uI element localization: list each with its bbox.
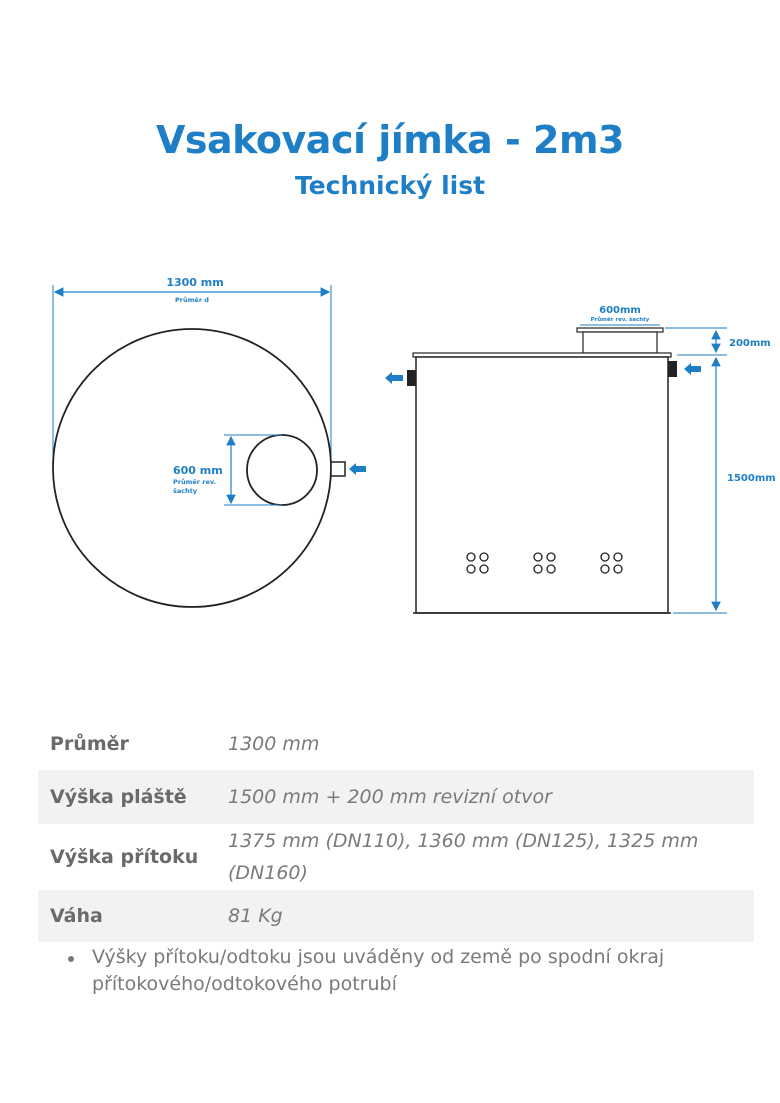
footnote	[64, 944, 744, 998]
shaft-caption-2: šachty	[173, 487, 198, 495]
outlet-arrow-icon	[385, 372, 403, 384]
top-view	[53, 276, 366, 607]
side-inlet-arrow-icon	[684, 363, 701, 375]
diameter-caption: Průměr d	[175, 296, 209, 304]
shaft-caption-1: Průměr rev.	[173, 478, 217, 486]
side-shaft-caption: Průměr rev. šachty	[590, 317, 650, 323]
shaft-height-label: 200mm	[729, 338, 771, 349]
shaft-collar-body	[583, 332, 657, 353]
spec-value: 81 Kg	[228, 905, 283, 927]
spec-label: Váha	[50, 905, 103, 927]
spec-label: Výška přítoku	[50, 846, 199, 868]
tank-body	[416, 357, 668, 613]
spec-row-weight	[38, 890, 754, 942]
body-height-label: 1500mm	[727, 473, 776, 484]
side-shaft-label: 600mm	[599, 305, 641, 316]
shaft-circle	[247, 435, 317, 505]
bullet-icon	[68, 956, 74, 962]
spec-value: 1300 mm	[228, 733, 320, 755]
spec-value: 1375 mm (DN110), 1360 mm (DN125), 1325 mm (DN160)	[228, 830, 699, 884]
inlet-arrow-icon	[349, 463, 366, 475]
outlet-pipe	[407, 370, 416, 386]
side-inlet-pipe	[668, 361, 677, 377]
page-title: Vsakovací jímka - 2m3	[156, 118, 624, 162]
spec-value: 1500 mm + 200 mm revizní otvor	[228, 786, 552, 808]
page-subtitle: Technický list	[294, 171, 486, 200]
spec-label: Výška pláště	[50, 786, 187, 808]
diameter-label: 1300 mm	[166, 276, 224, 289]
spec-label: Průměr	[50, 733, 129, 755]
spec-row-inlet-height	[38, 824, 754, 890]
spec-table	[38, 718, 754, 942]
spec-row-height	[38, 770, 754, 824]
spec-row-diameter	[38, 718, 754, 770]
shaft-collar-top	[577, 328, 663, 332]
shaft-label: 600 mm	[173, 464, 223, 477]
inlet-pipe	[331, 462, 345, 476]
side-view	[385, 305, 776, 613]
footnote-text: Výšky přítoku/odtoku jsou uváděny od země po spodní okraj přítokového/odtokového potrubí	[92, 946, 665, 995]
